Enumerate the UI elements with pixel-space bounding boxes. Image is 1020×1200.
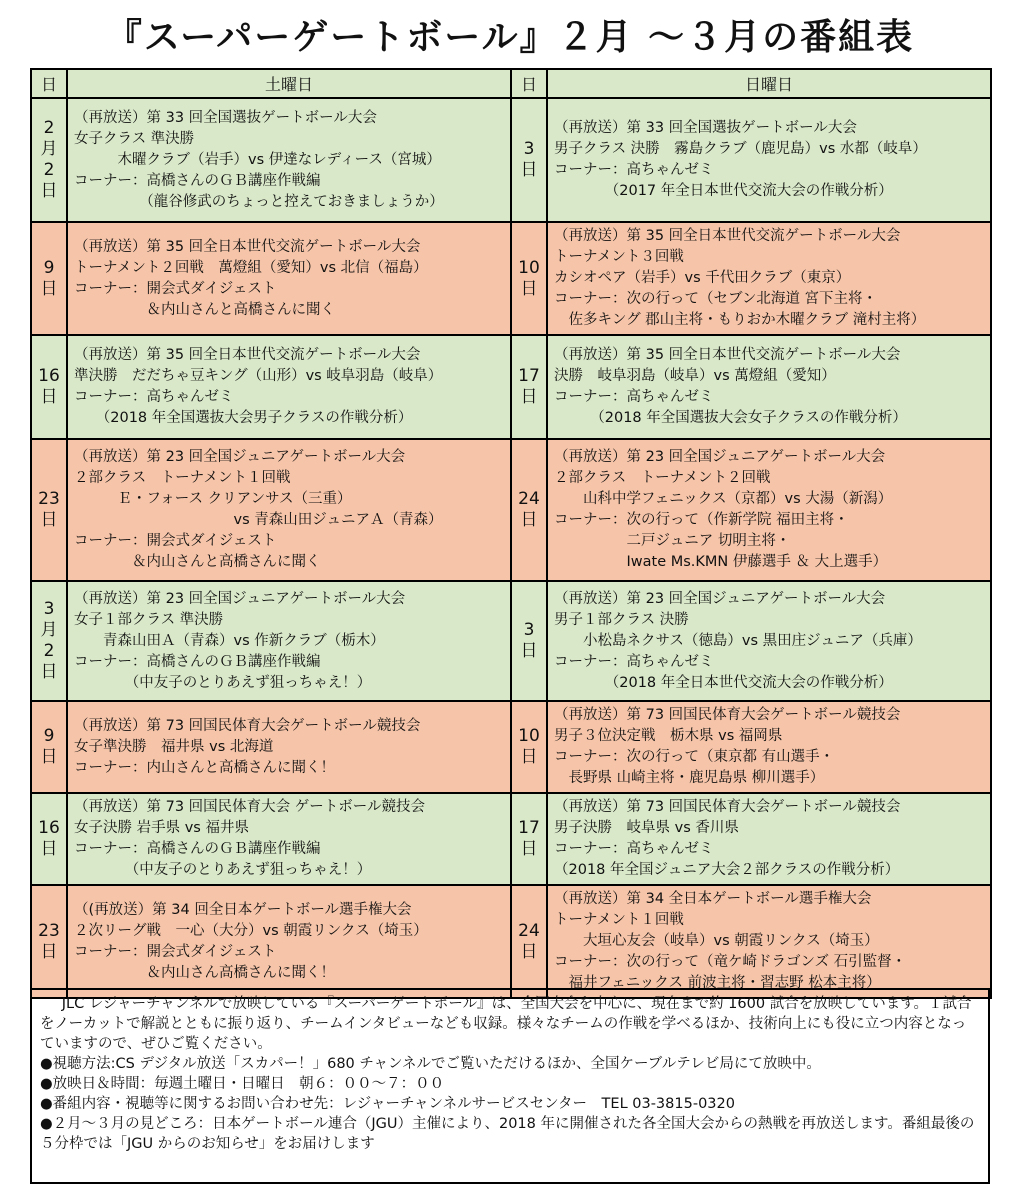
sunday-date-part: 日	[520, 510, 538, 530]
saturday-program-line: コーナー：開会式ダイジェスト	[74, 280, 277, 297]
saturday-program-line: コーナー：開会式ダイジェスト	[74, 533, 277, 549]
saturday-program-cell	[67, 581, 511, 701]
saturday-program-line: 木曜クラブ（岩手）vs 伊達なレディース（宮城）	[74, 151, 441, 168]
schedule-row	[31, 885, 991, 998]
saturday-program-line: （2018 年全国選抜大会男子クラスの作戦分析）	[74, 410, 413, 426]
footer-bullet-time: ●放映日＆時間：毎週土曜日・日曜日 朝６：００～７：００	[40, 1076, 445, 1092]
saturday-header: 土曜日	[67, 69, 511, 98]
saturday-program-line: コーナー：高橋さんのＧＢ講座作戦編	[74, 172, 321, 189]
schedule-row	[31, 701, 991, 793]
saturday-program-line: トーナメント２回戦 萬燈組（愛知）vs 北信（福島）	[74, 259, 428, 276]
sunday-program-line: 男子１部クラス 決勝	[554, 611, 689, 628]
sunday-program-line: コーナー：次の行って（東京都 有山選手・	[554, 749, 835, 765]
sunday-program-cell	[547, 701, 991, 793]
sunday-program-line: コーナー：次の行って（竜ケ崎ドラゴンズ 石引監督・	[554, 954, 907, 970]
sunday-date-part: 3	[523, 139, 535, 159]
sunday-program-line: （再放送）第 35 回全日本世代交流ゲートボール大会	[554, 228, 901, 244]
saturday-program-cell	[67, 793, 511, 885]
saturday-program-line: コーナー：内山さんと高橋さんに聞く！	[74, 759, 335, 776]
saturday-date-cell	[31, 701, 67, 793]
saturday-date-cell	[31, 885, 67, 998]
sunday-program-line: カシオペア（岩手）vs 千代田クラブ（東京）	[554, 270, 851, 286]
sunday-date-part: 3	[523, 620, 535, 640]
sunday-header: 日曜日	[547, 69, 991, 98]
saturday-program-line: （再放送）第 35 回全日本世代交流ゲートボール大会	[74, 347, 421, 363]
sunday-date-part: 10	[518, 257, 540, 278]
saturday-program-line: （龍谷修武のちょっと控えておきましょうか）	[74, 193, 444, 210]
saturday-program-cell	[67, 335, 511, 439]
saturday-date-part: 日	[40, 839, 58, 859]
footer-info	[30, 988, 990, 1184]
saturday-date-cell	[31, 335, 67, 439]
footer-bullet-contact: ●番組内容・視聴等に関するお問い合わせ先：レジャーチャンネルサービスセンター TEL 03-3815-0320	[40, 1096, 735, 1112]
sunday-program-line: 男子３位決定戦 栃木県 vs 福岡県	[554, 728, 783, 744]
sunday-date-part: 日	[520, 387, 538, 407]
sunday-program-line: （再放送）第 34 全日本ゲートボール選手権大会	[554, 891, 872, 907]
saturday-program-line: ２次リーグ戦 一心（大分）vs 朝霞リンクス（埼玉）	[74, 922, 428, 939]
saturday-program-line: （再放送）第 73 回国民体育大会 ゲートボール競技会	[74, 799, 425, 815]
saturday-program-line: コーナー：高橋さんのＧＢ講座作戦編	[74, 841, 321, 857]
sunday-date-cell	[511, 581, 547, 701]
saturday-program-line: ２部クラス トーナメント１回戦	[74, 470, 291, 486]
sunday-date-cell	[511, 701, 547, 793]
sunday-program-line: （再放送）第 73 回国民体育大会ゲートボール競技会	[554, 799, 901, 815]
sunday-program-cell	[547, 581, 991, 701]
footer-bullet-viewing: ●視聴方法:CS デジタル放送「スカパー！」680 チャンネルでご覧いただけるほか、全国ケーブルテレビ局にて放映中。	[40, 1056, 821, 1072]
sunday-program-cell	[547, 793, 991, 885]
saturday-date-part: 月	[40, 620, 58, 640]
sunday-program-line: （2018 年全国ジュニア大会２部クラスの作戦分析）	[554, 862, 900, 878]
saturday-date-part: 日	[40, 278, 58, 299]
saturday-date-part: 日	[40, 181, 58, 201]
schedule-row	[31, 98, 991, 222]
saturday-program-line: （再放送）第 33 回全国選抜ゲートボール大会	[74, 109, 377, 126]
saturday-date-cell	[31, 98, 67, 222]
sunday-date-part: 日	[520, 839, 538, 859]
sunday-date-part: 24	[518, 920, 540, 941]
sunday-program-line: （再放送）第 23 回全国ジュニアゲートボール大会	[554, 590, 886, 607]
sunday-program-line: 二戸ジュニア 切明主将・	[554, 533, 791, 549]
saturday-program-line: ＆内山さんと高橋さんに聞く	[74, 554, 321, 570]
schedule-body	[31, 98, 991, 998]
sunday-date-part: 10	[518, 726, 540, 746]
sunday-program-line: （再放送）第 23 回全国ジュニアゲートボール大会	[554, 449, 886, 465]
saturday-program-line: 女子決勝 岩手県 vs 福井県	[74, 820, 249, 836]
schedule-row	[31, 335, 991, 439]
saturday-date-part: 日	[40, 662, 58, 682]
sunday-program-line: （再放送）第 73 回国民体育大会ゲートボール競技会	[554, 707, 901, 723]
saturday-program-line: （再放送）第 23 回全国ジュニアゲートボール大会	[74, 449, 406, 465]
saturday-program-line: コーナー：高橋さんのＧＢ講座作戦編	[74, 653, 321, 670]
sunday-date-cell	[511, 793, 547, 885]
sunday-program-line: コーナー：高ちゃんゼミ	[554, 389, 714, 405]
saturday-program-line: 青森山田Ａ（青森）vs 作新クラブ（栃木）	[74, 632, 385, 649]
schedule-table	[30, 68, 992, 999]
saturday-date-part: 日	[40, 387, 58, 407]
saturday-program-line: （中友子のとりあえず狙っちゃえ！）	[74, 674, 372, 691]
sunday-date-cell	[511, 439, 547, 581]
saturday-program-line: （再放送）第 35 回全日本世代交流ゲートボール大会	[74, 238, 421, 255]
saturday-program-line: （(再放送）第 34 回全日本ゲートボール選手権大会	[74, 901, 412, 918]
sunday-date-cell	[511, 885, 547, 998]
sunday-program-line: 福井フェニックス 前波主将・習志野 松本主将）	[554, 975, 881, 991]
saturday-date-part: 日	[40, 941, 58, 962]
sunday-program-line: トーナメント３回戦	[554, 249, 684, 265]
saturday-program-line: （中友子のとりあえず狙っちゃえ！）	[74, 862, 372, 878]
saturday-date-part: 月	[40, 139, 58, 159]
sunday-program-line: （再放送）第 35 回全日本世代交流ゲートボール大会	[554, 347, 901, 363]
saturday-program-line: コーナー：高ちゃんゼミ	[74, 389, 234, 405]
saturday-date-part: 9	[43, 726, 55, 746]
sunday-program-cell	[547, 885, 991, 998]
sunday-date-part: 24	[518, 489, 540, 509]
saturday-date-part: 日	[40, 510, 58, 530]
saturday-program-line: ＆内山さんと高橋さんに聞く	[74, 301, 335, 318]
sunday-program-line: トーナメント１回戦	[554, 912, 684, 928]
sunday-program-line: 決勝 岐阜羽島（岐阜）vs 萬燈組（愛知）	[554, 368, 836, 384]
saturday-day-header: 日	[31, 69, 67, 98]
sunday-program-cell	[547, 222, 991, 335]
sunday-program-line: （2018 年全日本世代交流大会の作戦分析）	[554, 674, 893, 691]
sunday-date-part: 日	[520, 641, 538, 661]
sunday-program-cell	[547, 439, 991, 581]
schedule-row	[31, 222, 991, 335]
sunday-date-part: 17	[518, 366, 540, 386]
saturday-date-part: 23	[38, 489, 60, 509]
sunday-program-line: コーナー：高ちゃんゼミ	[554, 653, 714, 670]
footer-intro: JLC レジャーチャンネルで放映している『スーパーゲートボール』は、全国大会を中心に、現在まで約 1600 試合を放映しています。１試合をノーカットで解説とともに振り返り、チームインタビューなども収録。様々なチームの作戦を学べるほか、技術向上にも役に立つ内容となっていますので、ぜひご覧ください。	[40, 996, 972, 1052]
saturday-program-line: 女子１部クラス 準決勝	[74, 611, 224, 628]
sunday-program-line: コーナー：次の行って（作新学院 福田主将・	[554, 512, 849, 528]
saturday-program-line: vs 青森山田ジュニアＡ（青森）	[74, 512, 443, 528]
saturday-date-part: 日	[40, 747, 58, 767]
sunday-date-cell	[511, 335, 547, 439]
sunday-date-cell	[511, 222, 547, 335]
sunday-date-part: 日	[520, 278, 538, 299]
sunday-program-line: 大垣心友会（岐阜）vs 朝霞リンクス（埼玉）	[554, 933, 879, 949]
sunday-program-cell	[547, 335, 991, 439]
footer-bullet-highlights: ●２月～３月の見どころ：日本ゲートボール連合（JGU）主催により、2018 年に開催された各全国大会からの熱戦を再放送します。番組最後の５分枠では「JGU からのお知らせ」をお届けします	[40, 1116, 975, 1152]
sunday-program-line: 山科中学フェニックス（京都）vs 大湯（新潟）	[554, 491, 893, 507]
saturday-date-part: 16	[38, 818, 60, 838]
schedule-row	[31, 439, 991, 581]
sunday-program-line: コーナー：高ちゃんゼミ	[554, 841, 714, 857]
sunday-program-line: Iwate Ms.KMN 伊藤選手 ＆ 大上選手）	[554, 554, 888, 570]
saturday-program-line: （再放送）第 23 回全国ジュニアゲートボール大会	[74, 590, 406, 607]
saturday-program-line: （再放送）第 73 回国民体育大会ゲートボール競技会	[74, 717, 421, 734]
saturday-program-cell	[67, 222, 511, 335]
sunday-date-part: 日	[520, 941, 538, 962]
saturday-date-part: 2	[43, 641, 55, 661]
page-title: 『スーパーゲートボール』２月 ～３月の番組表	[105, 17, 915, 58]
sunday-program-line: コーナー：次の行って（セブン北海道 宮下主将・	[554, 291, 878, 307]
sunday-program-line: 男子クラス 決勝 霧島クラブ（鹿児島）vs 水都（岐阜）	[554, 141, 927, 157]
sunday-program-line: コーナー：高ちゃんゼミ	[554, 162, 714, 178]
saturday-program-cell	[67, 98, 511, 222]
header-row	[31, 69, 991, 98]
saturday-date-cell	[31, 222, 67, 335]
saturday-program-line: 準決勝 だだちゃ豆キング（山形）vs 岐阜羽島（岐阜）	[74, 368, 443, 384]
schedule-row	[31, 793, 991, 885]
saturday-date-part: 16	[38, 366, 60, 386]
sunday-date-part: 17	[518, 818, 540, 838]
schedule-row	[31, 581, 991, 701]
saturday-date-part: 3	[43, 599, 55, 619]
saturday-date-cell	[31, 581, 67, 701]
saturday-date-part: 2	[43, 118, 55, 138]
sunday-program-line: 長野県 山崎主将・鹿児島県 柳川選手）	[554, 770, 825, 786]
saturday-date-cell	[31, 793, 67, 885]
sunday-program-line: 男子決勝 岐阜県 vs 香川県	[554, 820, 739, 836]
saturday-program-cell	[67, 439, 511, 581]
saturday-date-part: 23	[38, 920, 60, 941]
saturday-program-line: コーナー：開会式ダイジェスト	[74, 943, 277, 960]
sunday-day-header: 日	[511, 69, 547, 98]
sunday-program-line: 佐多キング 郡山主将・もりおか木曜クラブ 滝村主将）	[554, 312, 926, 328]
saturday-program-cell	[67, 885, 511, 998]
sunday-date-cell	[511, 98, 547, 222]
sunday-date-part: 日	[520, 160, 538, 180]
saturday-date-cell	[31, 439, 67, 581]
sunday-date-part: 日	[520, 747, 538, 767]
saturday-program-cell	[67, 701, 511, 793]
sunday-program-line: （2017 年全日本世代交流大会の作戦分析）	[554, 183, 893, 199]
saturday-date-part: 2	[43, 160, 55, 180]
saturday-date-part: 9	[43, 257, 55, 278]
sunday-program-line: （再放送）第 33 回全国選抜ゲートボール大会	[554, 120, 857, 136]
saturday-program-line: 女子準決勝 福井県 vs 北海道	[74, 738, 274, 755]
sunday-program-line: ２部クラス トーナメント２回戦	[554, 470, 771, 486]
saturday-program-line: 女子クラス 準決勝	[74, 130, 195, 147]
sunday-program-cell	[547, 98, 991, 222]
sunday-program-line: 小松島ネクサス（徳島）vs 黒田庄ジュニア（兵庫）	[554, 632, 922, 649]
sunday-program-line: （2018 年全国選抜大会女子クラスの作戦分析）	[554, 410, 907, 426]
saturday-program-line: Ｅ・フォース クリアンサス（三重）	[74, 491, 352, 507]
saturday-program-line: ＆内山さん高橋さんに聞く！	[74, 964, 335, 981]
